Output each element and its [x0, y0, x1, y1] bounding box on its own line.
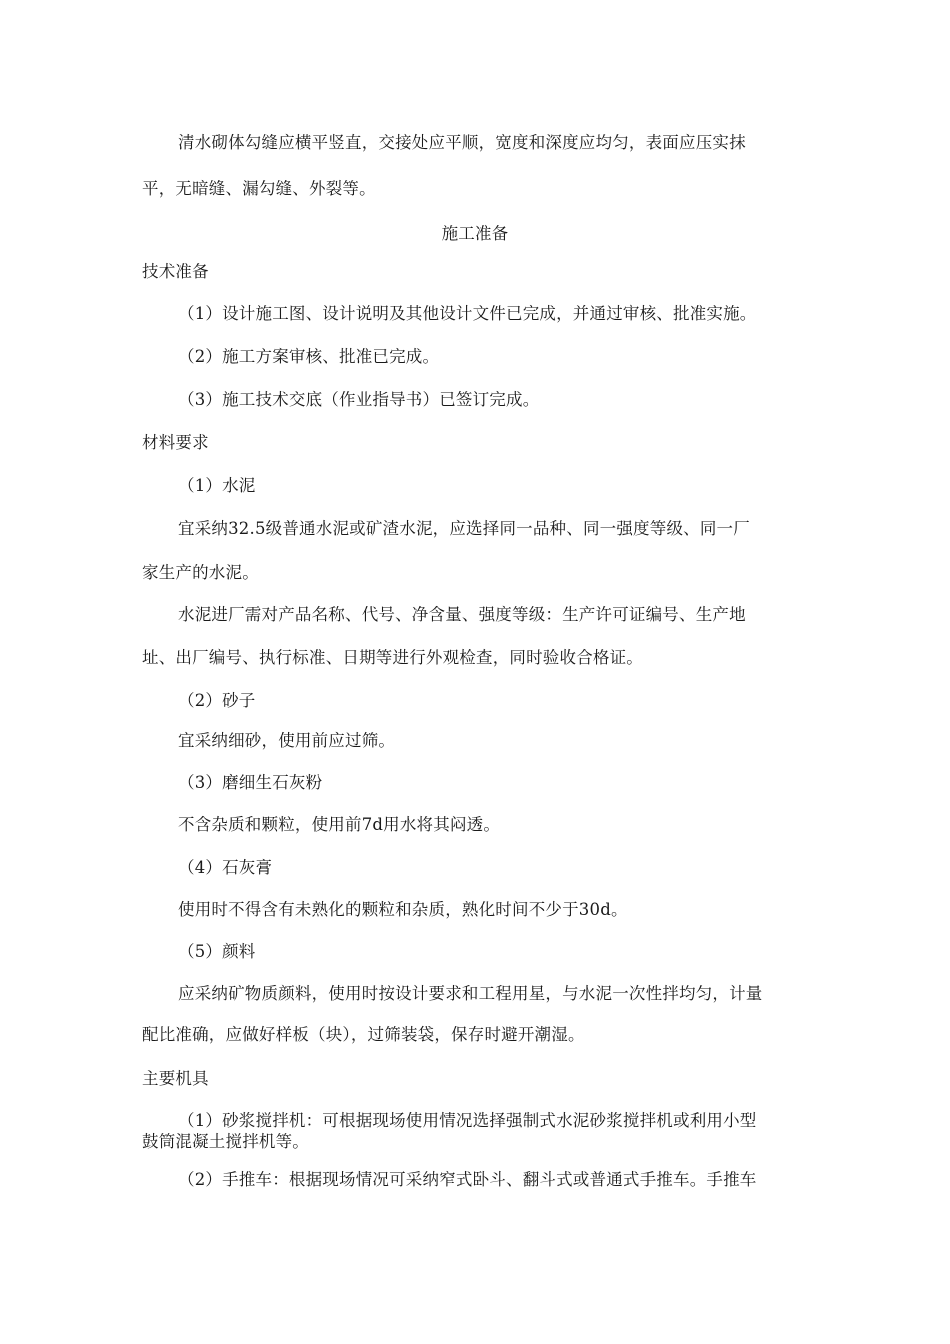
- pigment-line-2: 配比准确，应做好样板（块），过筛装袋，保存时避开潮湿。: [142, 1025, 585, 1044]
- tech-prep-item-2: （2）施工方案审核、批准已完成。: [178, 347, 440, 366]
- cement-label: （1）水泥: [178, 476, 256, 495]
- lime-paste-text: 使用时不得含有未熟化的颗粒和杂质，熟化时间不少于30d。: [178, 900, 628, 919]
- cement-p2-line-1: 水泥进厂需对产品名称、代号、净含量、强度等级：生产许可证编号、生产地: [178, 605, 746, 624]
- heading-materials: 材料要求: [142, 433, 209, 452]
- mixer-line-1: （1）砂浆搅拌机：可根据现场使用情况选择强制式水泥砂浆搅拌机或利用小型: [178, 1111, 757, 1130]
- cement-p1-line-1: 宜采纳32.5级普通水泥或矿渣水泥，应选择同一品种、同一强度等级、同一厂: [178, 519, 750, 538]
- cement-p2-line-2: 址、出厂编号、执行标准、日期等进行外观检查，同时验收合格证。: [142, 648, 643, 667]
- lime-powder-text: 不含杂质和颗粒，使用前7d用水将其闷透。: [178, 815, 501, 834]
- intro-line-2: 平，无暗缝、漏勾缝、外裂等。: [142, 179, 376, 198]
- tech-prep-item-1: （1）设计施工图、设计说明及其他设计文件已完成，并通过审核、批准实施。: [178, 304, 757, 323]
- section-title: 施工准备: [441, 224, 509, 243]
- cart-line-1: （2）手推车：根据现场情况可采纳窄式卧斗、翻斗式或普通式手推车。手推车: [178, 1170, 757, 1189]
- mixer-line-2: 鼓筒混凝土搅拌机等。: [142, 1132, 309, 1151]
- sand-text: 宜采纳细砂，使用前应过筛。: [178, 731, 396, 750]
- heading-tools: 主要机具: [142, 1069, 209, 1088]
- tech-prep-item-3: （3）施工技术交底（作业指导书）已签订完成。: [178, 390, 540, 409]
- lime-paste-label: （4）石灰膏: [178, 858, 273, 877]
- heading-tech-prep: 技术准备: [142, 262, 209, 281]
- pigment-label: （5）颜料: [178, 942, 256, 961]
- intro-line-1: 清水砌体勾缝应横平竖直，交接处应平顺，宽度和深度应均匀，表面应压实抹: [178, 133, 746, 152]
- cement-p1-line-2: 家生产的水泥。: [142, 563, 259, 582]
- pigment-line-1: 应采纳矿物质颜料，使用时按设计要求和工程用星，与水泥一次性拌均匀，计量: [178, 984, 763, 1003]
- sand-label: （2）砂子: [178, 691, 256, 710]
- lime-powder-label: （3）磨细生石灰粉: [178, 773, 323, 792]
